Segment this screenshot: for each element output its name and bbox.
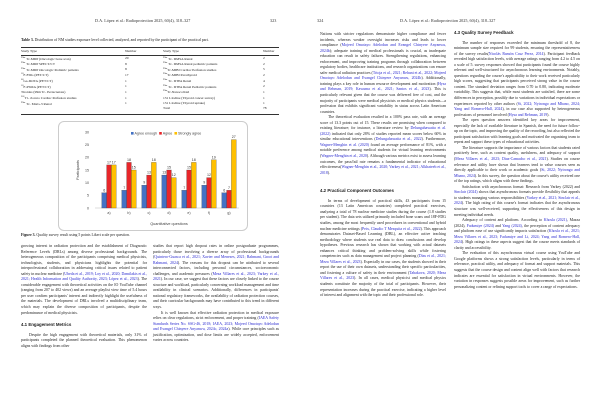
text: The literature supports the importance of various factors that students rated positively here, such as content quality, usefulness, and adequacy of support ( bbox=[454, 145, 580, 162]
citation-link[interactable]: Dias et al., 2021; Meza Villares et al., 2023 bbox=[320, 254, 446, 264]
legend-swatch bbox=[131, 132, 134, 135]
paragraph: The evaluation of this asynchronous virtual course using YouTube and Google platforms shows a strong satisfaction levels, particularly in terms of relevance, practical utility, and adequacy of format and support materials. This suggests that the course design and content align well with factors that research indicates are essential for satisfaction in virtual environments. However, the variation in responses suggests possible areas for improvement, such as further personalizing content or refining support tools to cover a range of expectations. bbox=[454, 251, 580, 289]
study-name: Tc-MIBI Parathyroid bbox=[167, 73, 197, 78]
data-label: 7 bbox=[228, 185, 230, 190]
data-label: 15 bbox=[167, 165, 171, 170]
paragraph: Despite the high engagement with theoretical materials, only 31% of participants completed the planned theoretical evaluation. This phenomenon aligns with findings from other bbox=[21, 332, 147, 348]
study-name: Tc-MDP SPECT/CT bbox=[25, 62, 55, 67]
legend-swatch bbox=[159, 132, 162, 135]
text: shows that asynchronous formats provide flexibility that appeals to students managing various responsibilities ( bbox=[454, 190, 581, 200]
study-count: 1 bbox=[125, 78, 127, 83]
bar-agree-enough bbox=[142, 185, 147, 208]
bar-agree-enough bbox=[162, 175, 167, 208]
text: Adequacy of content and platform. According to bbox=[462, 218, 544, 223]
study-name: Tc- MAG-3 Renal bbox=[25, 101, 52, 106]
study-name: 131 I-Iodine (Thyroid cancer survey) bbox=[163, 95, 216, 100]
bar-strongly-agree bbox=[231, 140, 236, 208]
study-name: Tc- DMSA Renal pediatric patients bbox=[167, 62, 218, 67]
text: ). Although various metrics exist to assess learning outcomes, the pass/fail rate remains a fundamental indicator of educational effectiveness( bbox=[320, 154, 446, 170]
bar-agree-enough bbox=[102, 193, 107, 208]
figure-caption-text: Quality survey result using 5 points Likert scale per question. bbox=[35, 233, 130, 237]
bar-strongly-agree bbox=[171, 178, 176, 208]
text: ). The reasons for this dropout can be attributed to several interconnected factors, including personal circumstances, socioeconomic challenges, and academic pressures ( bbox=[153, 260, 279, 276]
header-number: Number bbox=[125, 48, 163, 56]
data-label: 12 bbox=[207, 173, 211, 178]
data-label: 6 bbox=[103, 188, 106, 193]
citation-link[interactable]: Yang (2024) bbox=[502, 223, 522, 228]
header-number-2: Number bbox=[263, 48, 279, 56]
citation-link[interactable]: Fadumiye (2024) bbox=[466, 223, 494, 228]
study-table bbox=[21, 47, 279, 111]
text: ). Studies on course relevance and utility have shown that learners tend to value courses seen as directly applicable to their work or academic goals ( bbox=[454, 157, 580, 173]
left-page-column-1 bbox=[21, 244, 147, 349]
text: indicated that only 28% of studies reported mean scores below 60% in similar educational interventions ( bbox=[320, 131, 446, 142]
study-count: 1 bbox=[125, 101, 127, 106]
page-number: 323 bbox=[270, 18, 277, 23]
isotope-superscript: 99m bbox=[163, 55, 168, 59]
isotope-superscript: 201 bbox=[21, 95, 25, 99]
study-name: Tc- DTPA Renal Pediatric patients bbox=[167, 84, 217, 89]
text: ). This approach demonstrates Dataset-Based Learning (DBL), an effective active teaching methodology where students use real data to draw conclusions and develop hypotheses. Previous research has shown that working with actual datasets enhances critical thinking and problem-solving skills while fostering competencies such as data management and project planning ( bbox=[320, 226, 446, 259]
y-tick-label: 10 bbox=[85, 180, 89, 185]
text: found an average performance of 81%, with a notable preference among medical students for virtual learning environments ( bbox=[320, 142, 446, 159]
table-caption-text: Distribution of NM studies exposure level collected, analyzed, and reported by the participant of the practical part. bbox=[33, 38, 209, 42]
table-header-row bbox=[21, 48, 279, 56]
data-label: 7 bbox=[123, 185, 126, 190]
study-name: Tc- DMSA Renal bbox=[167, 56, 193, 61]
text: studies that report high dropout rates in online postgraduate programmes, particularly those involving a diverse array of professional backgrounds ( bbox=[153, 244, 279, 260]
study-count: 1 bbox=[263, 95, 265, 100]
citation-link[interactable]: Tabakova, 2020; Meza Villares et al., 2023 bbox=[320, 270, 446, 281]
paragraph bbox=[320, 115, 446, 176]
citation-link[interactable]: Trioja et al., 2021; Rehani et al., 2022; Mojeed Omotayo Adelodun and Evangel Chinyere Anyanwu, 2024b bbox=[320, 70, 446, 81]
bar-agree-enough bbox=[122, 190, 127, 208]
text: ), in our case also supported by heterogeneous professions of personnel involved ( bbox=[454, 107, 580, 117]
data-label: 18 bbox=[191, 157, 196, 162]
y-axis-label: Participants bbox=[76, 160, 80, 180]
citation-link[interactable]: Hysa and Rehman, 2019; Kawuma et al., 2021; Santos et al., 2023 bbox=[320, 81, 446, 92]
study-count: 1 bbox=[125, 90, 127, 95]
text: ). Furthermore, bbox=[421, 137, 446, 142]
text: ). In this survey, the question about the course's utility received one of the top ratings, which aligns with these findings. bbox=[454, 173, 580, 184]
right-page-column-1 bbox=[320, 32, 446, 299]
y-tick-label: 0 bbox=[87, 206, 89, 211]
page-number: 324 bbox=[317, 18, 324, 23]
data-label: 13 bbox=[162, 170, 167, 175]
study-count: 1 bbox=[263, 90, 265, 95]
bar-strongly-agree bbox=[211, 160, 216, 208]
legend-label: Strongly agree bbox=[177, 131, 202, 136]
paragraph bbox=[320, 32, 446, 115]
bar-strongly-agree bbox=[131, 170, 136, 208]
study-count: 78 bbox=[263, 106, 267, 111]
data-label: 18 bbox=[151, 157, 156, 162]
isotope-superscript: 99m bbox=[21, 66, 26, 70]
isotope-superscript: 99m bbox=[163, 72, 168, 76]
isotope-superscript: 18 bbox=[21, 72, 24, 76]
x-tick-label: f) bbox=[207, 211, 211, 215]
text: ). The high rating of this course's format indicates that the asynchronous structure was well-received, supporting the effectiveness of this design in meeting individual needs. bbox=[454, 201, 580, 217]
y-tick-label: 5 bbox=[87, 193, 89, 198]
running-header: D.A. López et al.: Radioprotection 2025, 60(4), 318–327 bbox=[95, 18, 191, 23]
study-count: 5 bbox=[263, 67, 265, 72]
left-page-column-2 bbox=[153, 244, 279, 344]
study-count: 2 bbox=[263, 73, 265, 78]
text: growing interest in radiation protection and the establishment of Diagnostic Reference Levels (DRLs) among diverse professional backgrounds. The heterogeneous composition of the participants comprising medical physicists, technologists, students, and physicians highlights the potential for interprofessional collaboration in addressing critical issues related to patient safety in nuclear medicine ( bbox=[21, 244, 147, 276]
citation-link[interactable]: Sinclair (2024) bbox=[454, 190, 478, 195]
data-label: 18 bbox=[127, 157, 131, 162]
x-tick-label: b) bbox=[127, 211, 131, 215]
isotope-superscript: 99m bbox=[21, 55, 26, 59]
data-label: 9 bbox=[143, 180, 146, 185]
bar-agree bbox=[167, 170, 172, 208]
text: It is well known that effective radiation protection in medical exposure relies on clear regulations, strict enforcement, and proper training ( bbox=[153, 310, 279, 321]
header-study-type: Study Type bbox=[21, 48, 125, 56]
study-count: 1 bbox=[263, 101, 265, 106]
y-tick-label: 20 bbox=[85, 155, 89, 160]
study-count: 1 bbox=[125, 84, 127, 89]
text: ). Participant feedback revealed high satisfaction levels, with average ratings ranging from 4.2 to 4.5 on a scale of 5. survey responses showed that participants found the course highly relevant and well-structured for asynchronous learning environments. Notably, questions regarding the course's applicability to their work received particularly high scores, suggesting that participants perceived strong value in the course content. The standard deviation ranges from 0.70 to 0.80, indicating moderate variability. This suggests that, while most students are satisfied, there are some differences in perception, possibly due to variations in individual expectations or experiences reported by other authors ( bbox=[454, 51, 580, 106]
number-cell bbox=[263, 106, 279, 111]
data-label: 6 bbox=[223, 188, 226, 193]
y-tick-label: 15 bbox=[85, 168, 89, 173]
x-tick-label: d) bbox=[167, 211, 171, 215]
study-count: 20 bbox=[125, 56, 129, 61]
bar-agree bbox=[107, 165, 112, 208]
study-count: 2 bbox=[263, 61, 265, 66]
isotope-superscript: 18 bbox=[21, 83, 24, 87]
number-cell bbox=[125, 106, 163, 111]
bar-agree bbox=[227, 190, 232, 208]
table-row bbox=[21, 106, 279, 111]
study-count: 8 bbox=[125, 61, 127, 66]
legend-label: Agree bbox=[162, 131, 173, 136]
citation-link[interactable]: Wagner-Menghin et al., 2020 bbox=[321, 154, 367, 159]
figure-caption-label: Figure 3. bbox=[21, 233, 36, 237]
data-label: 13 bbox=[147, 170, 151, 175]
data-label: 19 bbox=[211, 155, 216, 160]
isotope-superscript: 99m bbox=[163, 83, 168, 87]
study-count: 8 bbox=[125, 67, 127, 72]
text: , Mazza (2024), bbox=[454, 218, 580, 228]
isotope-superscript: 99m bbox=[21, 61, 26, 65]
text: ). High ratings in these aspects suggest that the course meets standards of clarity and accessibility. bbox=[454, 240, 580, 250]
data-label: 17 bbox=[111, 160, 116, 165]
citation-link[interactable]: Wagner-Menghin et al. (2020) bbox=[320, 142, 369, 147]
bar-strongly-agree bbox=[191, 162, 196, 208]
citation-link[interactable]: Hysa and Rehman, 2019 bbox=[508, 112, 548, 117]
citation-link[interactable]: Quintero-Guasca et al., 2021; Xavier and Meneses, 2021; Rahmani, Groot and Rahmani, 2024 bbox=[153, 255, 279, 265]
paragraph bbox=[454, 41, 580, 119]
citation-link[interactable]: Si, 2022; Nyirongo and Mbano, 2024; Yang and Romero-Hall, 2024 bbox=[454, 101, 580, 112]
data-label: 15 bbox=[131, 165, 136, 170]
right-page bbox=[300, 0, 600, 400]
text: Nations with stricter regulations demonstrate higher compliance and fewer incidents, whereas weaker oversight increases risks and leads to lower compliance ( bbox=[320, 32, 446, 48]
isotope-superscript: 68 bbox=[21, 78, 24, 82]
citation-link[interactable]: Nicolás Ramón Cruz Perez, 2014 bbox=[488, 51, 544, 56]
data-label: 12 bbox=[171, 173, 176, 178]
study-name: Tc-MIBI Cardiac Perfusion studies bbox=[167, 67, 217, 72]
text: ). In our case, we suggest that these factors are closely linked to the course structure and workload, particularly concerning workload management and time availability in clinical scenarios. Additionally, differences in participants' national regulatory frameworks, the availability of radiation protection courses, and their curricular backgrounds may have contributed to this trend in different ways. bbox=[153, 277, 279, 310]
study-name: Tl- cloruro Cardiac Perfusion studies bbox=[24, 96, 77, 101]
citation-link[interactable]: Meza Villares et al., 2023; Varkey et al., 2021 bbox=[153, 271, 279, 282]
text: and bbox=[493, 223, 503, 228]
study-count: 17 bbox=[125, 73, 129, 78]
citation-link[interactable]: Wagner-Menghin et al., 2020; Varkey et al., 2021; Alkhateeb et al., 2018 bbox=[320, 165, 446, 175]
data-label: 27 bbox=[231, 135, 236, 140]
data-label: 17 bbox=[107, 160, 111, 165]
table-bottom-rule bbox=[21, 114, 279, 115]
text: ). bbox=[327, 170, 331, 175]
x-tick-label: e) bbox=[187, 211, 191, 215]
y-tick-label: 30 bbox=[85, 130, 89, 135]
text: ). This is particularly relevant given that the course was delivered free of cost, and the majority of participants were medical physicists or medical physics students—a profession that exhibits significant variability in status across Latin American countries. bbox=[320, 87, 446, 114]
y-tick-label: 25 bbox=[85, 142, 89, 147]
bar-agree bbox=[207, 178, 212, 208]
text: The number of responses exceeded the minimum threshold of 8, the minimum sample size required for 99 students, ensuring the representativeness of the survey results( bbox=[454, 40, 580, 56]
citation-link[interactable]: Delungahawatta et al. (2022) bbox=[320, 126, 447, 136]
right-page-column-2 bbox=[454, 30, 580, 290]
study-name: F-FDG (PET/CT) bbox=[23, 73, 49, 78]
isotope-superscript: 99m bbox=[163, 89, 168, 93]
text: The theoretical evaluation resulted in a 100% pass rate, with an average score of 13.3 points out of 15. These results are promising when compared to existing literature; for instance, a literature review by bbox=[320, 115, 446, 131]
bar-agree-enough bbox=[202, 185, 207, 208]
bar-agree-enough bbox=[182, 190, 187, 208]
text: ). Especially in our cases, the students showed in their report the use of their own datasets, understanding their specific particularities, and fostering a culture of safety in their environment ( bbox=[320, 259, 446, 275]
study-name: Tc-Nanocolloid bbox=[167, 90, 190, 95]
study-name: Tc- DTPA Renal bbox=[167, 79, 192, 84]
study-name: Tc-MDP Oncologic Pediatric patients bbox=[25, 67, 79, 72]
data-label: 9 bbox=[203, 180, 206, 185]
text: ). In all cases, medical physicist and medical physics students constitute the majority of the total of participants. However, their representation increases during the practical exercise, indicating a higher level of interest and alignment with the topic and their professional role. bbox=[320, 276, 446, 298]
citation-link[interactable]: Peix, Claudio T Mesquita et al., 2022 bbox=[362, 226, 421, 231]
legend-swatch bbox=[174, 132, 177, 135]
text: ). The considerable engagement with theoretical activities on the IO YouTube channel (ranging from 207 to 402 views) and an average playlist view time of 5.4 hours per user confirm participants' interest and indirectly highlight the usefulness of the materials. The development of DRLs involved a multidisciplinary team, which may explain the diverse composition of participants, despite the predominance of medical physicists. bbox=[21, 277, 147, 315]
isotope-superscript: 99m bbox=[163, 61, 168, 65]
study-name: Tc-MDP (Oncologic bone scan) bbox=[25, 56, 71, 61]
figure-caption bbox=[21, 233, 130, 237]
text: In terms of development of practical skills, 43 participants from 15 countries (13 Latin American countries) completed practical exercises, analyzing a total of 78 nuclear medicine studies during the course (1.8 studies per student). The data sets utilized primarily included bone scans and 18F-FDG studies, among the most frequently used procedures in conventional and hybrid nuclear medicine settings ( bbox=[320, 198, 446, 231]
bar-strongly-agree bbox=[151, 162, 156, 208]
x-tick-label: c) bbox=[147, 211, 151, 215]
text: ); adequate training of medical professionals is crucial, as inadequate education can result in safety failures. Strengthening regulations, enhancing enforcement, and improving training programs through collaboration between regulatory bodies, healthcare institutions, and research organizations can ensure safer medical radiation practices ( bbox=[320, 48, 446, 75]
citation-link[interactable]: IAEA Safety Standards Series No. SSG-46, 2018; IAEA, 2023; Mojeed Omotayo Adelodun and Evangel Chinyere Anyanwu, 2024c, 2024a bbox=[153, 316, 279, 332]
bar-agree bbox=[187, 170, 192, 208]
chart-frame bbox=[58, 121, 248, 231]
paragraph bbox=[320, 199, 446, 299]
isotope-superscript: 99m bbox=[21, 100, 26, 104]
bar-agree bbox=[147, 175, 152, 208]
study-type-cell bbox=[21, 106, 125, 111]
bar-agree-enough bbox=[222, 193, 227, 208]
data-label: 15 bbox=[187, 165, 191, 170]
text: , the perception of content adequacy and platform ease of use significantly impacts satisfaction ( bbox=[454, 223, 581, 234]
data-label: 7 bbox=[183, 185, 186, 190]
legend-label: Agree enough bbox=[134, 131, 158, 136]
study-count: 1 bbox=[125, 95, 127, 100]
text: ). bbox=[547, 112, 550, 117]
paragraph bbox=[454, 185, 580, 218]
x-axis-label: Quantitative questions bbox=[150, 222, 188, 226]
study-name: Ga-DOTA (PET/CT) bbox=[23, 79, 53, 84]
isotope-superscript: 99m bbox=[163, 66, 168, 70]
study-count: 2 bbox=[263, 56, 265, 61]
text: Satisfaction with asynchronous format: Research from Varkey (2022) and bbox=[462, 184, 580, 189]
citation-link[interactable]: Mojeed Omotayo Adelodun and Evangel Chinyere Anyanwu, 2024b bbox=[320, 43, 446, 53]
study-type-cell bbox=[163, 106, 263, 111]
paragraph bbox=[153, 311, 279, 344]
header-study-type-2: Study Type bbox=[163, 48, 263, 56]
table-caption bbox=[21, 38, 209, 42]
paragraph bbox=[454, 218, 580, 251]
paragraph bbox=[153, 244, 279, 311]
study-name: F-PSMA (PET/CT) bbox=[23, 84, 51, 89]
section-heading: 4.2 Practical Component Outcomes bbox=[320, 188, 394, 194]
bar-chart bbox=[59, 122, 247, 230]
citation-link[interactable]: Khosla (2021) bbox=[543, 218, 567, 223]
citation-link[interactable]: Meza Villares et al., 2023; Diaz-Camacho et al., 2021 bbox=[455, 157, 547, 162]
bar-strongly-agree bbox=[111, 165, 116, 208]
citation-link[interactable]: Si, 2022; Nyirongo and Mbano, 2024 bbox=[454, 168, 580, 178]
study-name: Total bbox=[163, 106, 171, 111]
running-header: D.A. López et al.: Radioprotection 2025, 60(4), 318–327 bbox=[400, 18, 496, 23]
study-name: Tiroides (99m Tc- Pertecnetate) bbox=[21, 90, 66, 95]
study-count: 2 bbox=[263, 84, 265, 89]
x-tick-label: a) bbox=[107, 211, 111, 215]
section-heading: 4.1 Engagement Metrics bbox=[21, 322, 72, 328]
x-tick-label: g) bbox=[227, 211, 231, 215]
bar-agree bbox=[127, 162, 132, 208]
section-heading: 4.3 Quality Survey Feedback bbox=[454, 30, 514, 35]
text: ). Additionally, training plays a key role in human resource development and motivation ( bbox=[320, 76, 446, 86]
paragraph bbox=[454, 146, 580, 185]
study-count: 4 bbox=[263, 78, 265, 83]
study-name: 131 I-Iodine (Thyroid uptake) bbox=[163, 101, 206, 106]
table-caption-label: Table 3. bbox=[21, 38, 34, 42]
paragraph: The open question answers identified key areas for improvement, especially the lack of available literature in Spanish, the need for future follow-up on the topic, and improving the quality of the recording, but also reflected the participant satisfaction with learning goals and motivated the organising team to repeat and support these types of educational activities. bbox=[454, 118, 580, 145]
citation-link[interactable]: Khosla et al., 2021; Meza Villares et al., 2023; Fadumiye and Li, 2024; Yang and Romero-Hall, 2024 bbox=[454, 229, 581, 245]
paragraph bbox=[21, 244, 147, 316]
isotope-superscript: 99m bbox=[163, 78, 168, 82]
citation-link[interactable]: Delungahawatta et al., 2022 bbox=[375, 137, 422, 142]
citation-link[interactable]: Varkey et al., 2021; Sinclair et al., 2024 bbox=[454, 195, 580, 206]
citation-link[interactable]: Ubeda et al., 2019; Loy et al., 2020; Damilakis et al., 2021; Health Information and Quality Authority, 2023; López et al., 2023 bbox=[21, 271, 147, 282]
text: ). While core principles such as justification, optimization, and dose limits are widely accepted, enforcement varies across countries. bbox=[153, 327, 279, 343]
